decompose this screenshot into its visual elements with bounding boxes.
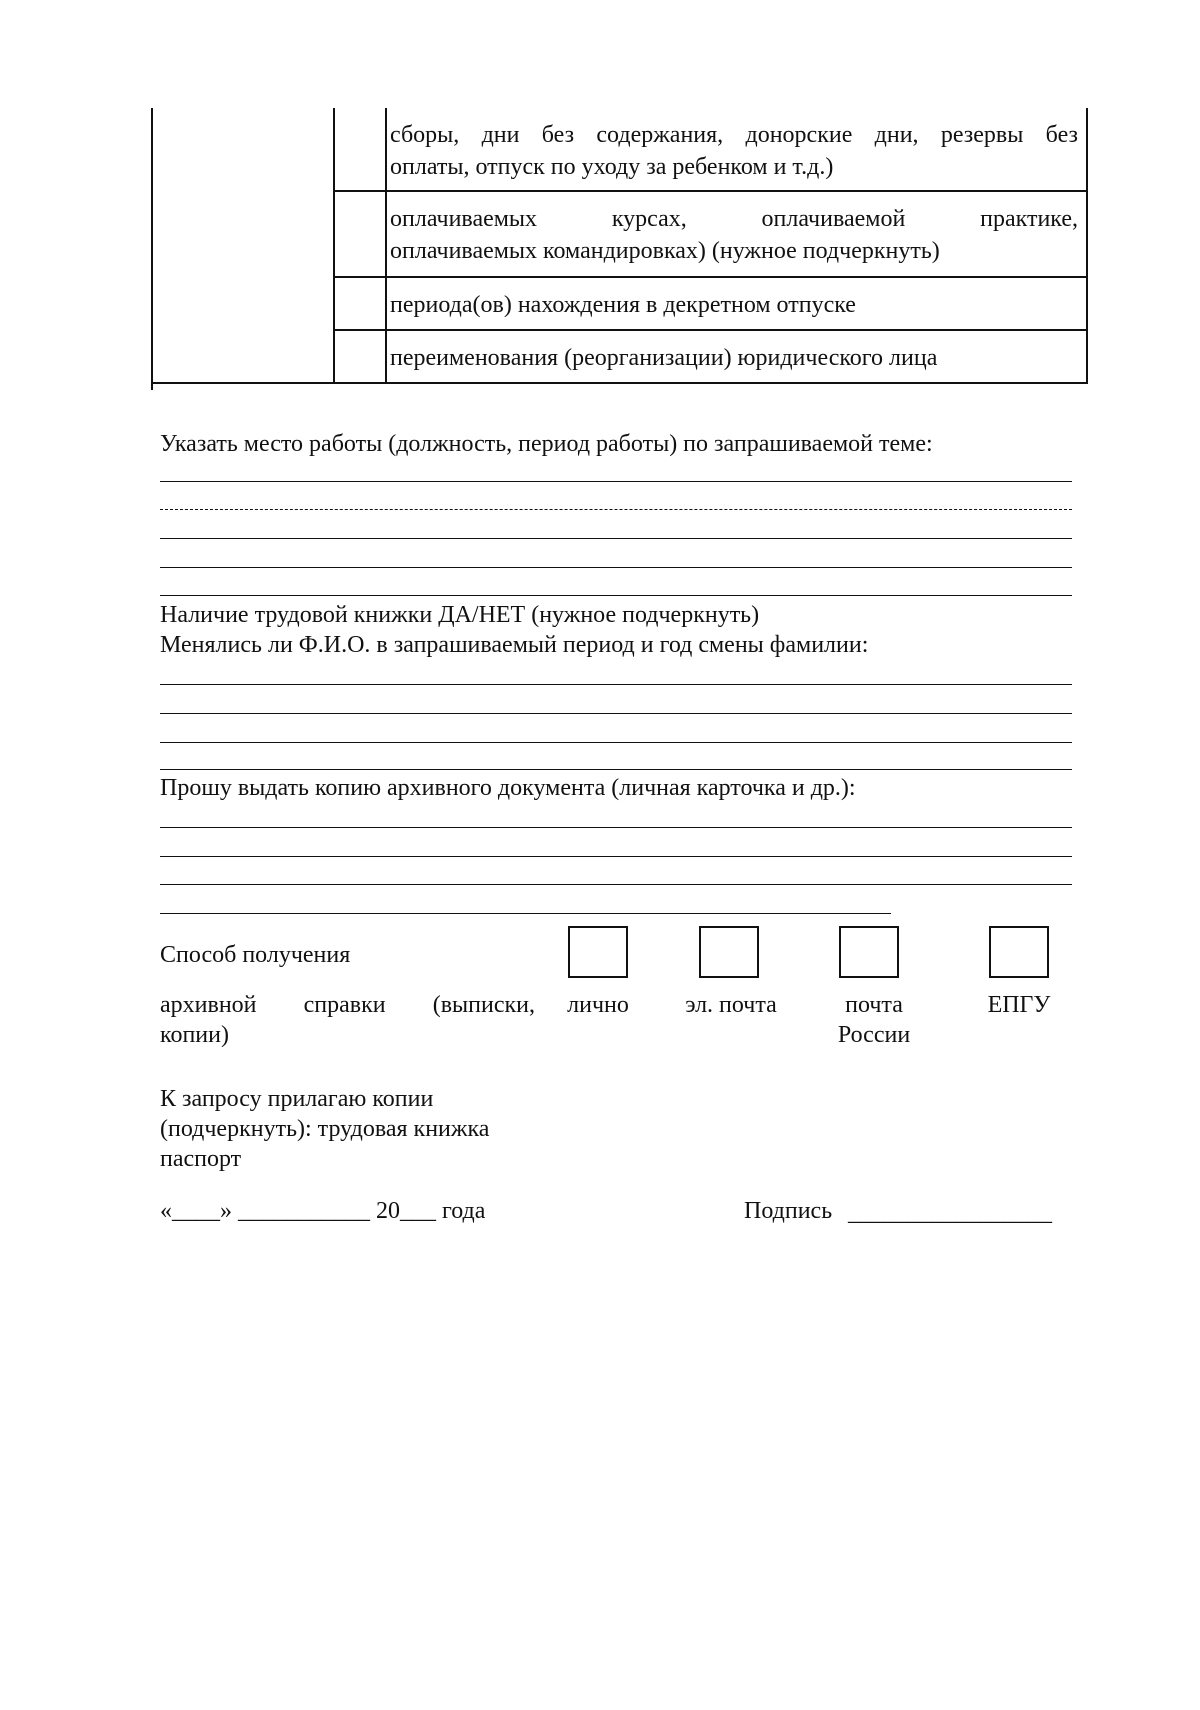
- workplace-line-4[interactable]: [160, 567, 1072, 568]
- table-border-right: [1086, 108, 1088, 384]
- delivery-subtitle-line-2: копии): [160, 1022, 229, 1048]
- table-row-2-line-1: оплачиваемых курсах, оплачиваемой практике,: [390, 206, 1078, 232]
- option-label-russian-post-line-1: почта: [845, 992, 903, 1018]
- workplace-prompt: Указать место работы (должность, период работы) по запрашиваемой теме:: [160, 431, 933, 457]
- delivery-title: Способ получения: [160, 942, 351, 968]
- option-label-russian-post-line-2: России: [837, 1022, 911, 1048]
- table-row-1-line-1: сборы, дни без содержания, донорские дни, резервы без: [390, 122, 1078, 148]
- table-divider-2: [385, 108, 387, 384]
- checkbox-epgu[interactable]: [989, 926, 1049, 978]
- table-row-sep-1: [333, 190, 1088, 192]
- copy-request-line-2[interactable]: [160, 856, 1072, 857]
- table-row-sep-2: [333, 276, 1088, 278]
- signature-label: Подпись: [744, 1198, 833, 1224]
- table-row-sep-3: [333, 329, 1088, 331]
- checkbox-in-person[interactable]: [568, 926, 628, 978]
- name-change-question: Менялись ли Ф.И.О. в запрашиваемый период и год смены фамилии:: [160, 632, 869, 658]
- option-label-in-person: лично: [567, 992, 629, 1018]
- table-border-left: [151, 108, 153, 390]
- name-change-line-2[interactable]: [160, 713, 1072, 714]
- name-change-line-4[interactable]: [160, 769, 1072, 770]
- attachments-line-1: К запросу прилагаю копии: [160, 1086, 434, 1112]
- checkbox-email[interactable]: [699, 926, 759, 978]
- workplace-line-1[interactable]: [160, 481, 1072, 482]
- table-bottom-border: [151, 382, 1088, 384]
- attachments-line-3: паспорт: [160, 1146, 242, 1172]
- copy-request-line-1[interactable]: [160, 827, 1072, 828]
- table-row-2-line-2: оплачиваемых командировках) (нужное подчеркнуть): [390, 238, 940, 264]
- table-divider-1: [333, 108, 335, 384]
- option-label-email: эл. почта: [685, 992, 777, 1018]
- attachments-line-2: (подчеркнуть): трудовая книжка: [160, 1116, 490, 1142]
- signature-line[interactable]: _________________: [848, 1200, 1052, 1226]
- workplace-line-2[interactable]: [160, 509, 1072, 510]
- name-change-line-1[interactable]: [160, 684, 1072, 685]
- option-label-epgu: ЕПГУ: [987, 992, 1051, 1018]
- table-row-3-text: периода(ов) нахождения в декретном отпуске: [390, 292, 856, 318]
- workplace-line-3[interactable]: [160, 538, 1072, 539]
- table-row-1-line-2: оплаты, отпуск по уходу за ребенком и т.д.): [390, 154, 834, 180]
- delivery-subtitle: [160, 990, 535, 1050]
- checkbox-russian-post[interactable]: [839, 926, 899, 978]
- employment-book-question: Наличие трудовой книжки ДА/НЕТ (нужное подчеркнуть): [160, 602, 760, 628]
- copy-request-line-4[interactable]: [160, 913, 891, 914]
- workplace-line-5[interactable]: [160, 595, 1072, 596]
- copy-request: Прошу выдать копию архивного документа (личная карточка и др.):: [160, 775, 856, 801]
- delivery-subtitle-line-1: архивной справки (выписки,: [160, 992, 535, 1018]
- date-field[interactable]: «____» ___________ 20___ года: [160, 1198, 486, 1224]
- option-label-russian-post: [819, 990, 929, 1050]
- table-row-4-text: переименования (реорганизации) юридического лица: [390, 345, 938, 371]
- name-change-line-3[interactable]: [160, 742, 1072, 743]
- copy-request-line-3[interactable]: [160, 884, 1072, 885]
